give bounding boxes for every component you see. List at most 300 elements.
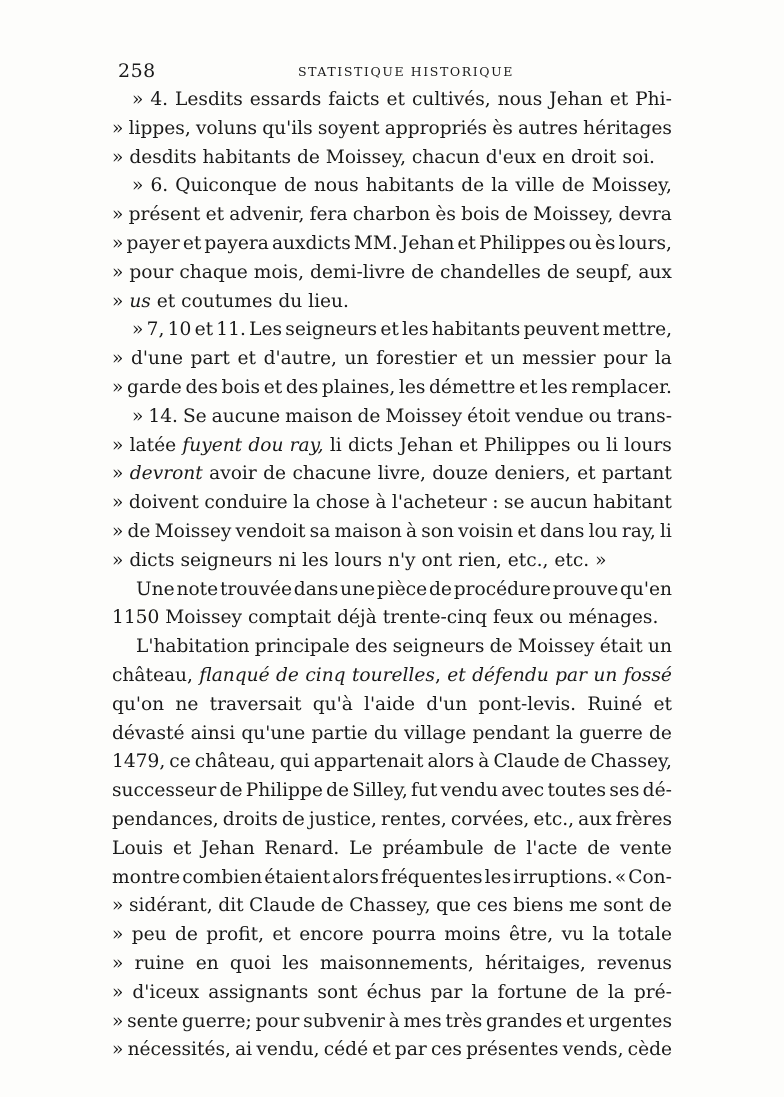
word: flanqué <box>199 664 270 686</box>
word: de <box>563 751 587 773</box>
word: pour <box>255 1010 300 1032</box>
word: cultivés, <box>411 89 491 110</box>
word: droit <box>571 146 617 168</box>
word: seigneurs <box>392 636 485 658</box>
word: ni <box>278 549 297 571</box>
word: nécessités, <box>127 1039 231 1061</box>
word: sidérant, <box>128 895 213 917</box>
word: quoi <box>229 952 271 974</box>
word: dans <box>539 520 585 542</box>
word: chacun <box>411 146 480 168</box>
text-line <box>112 86 672 115</box>
word: de <box>283 175 307 197</box>
word: Moissey <box>165 607 243 629</box>
word: toutes <box>547 780 607 802</box>
word: et <box>386 89 406 110</box>
word: li <box>606 434 619 456</box>
word: de <box>296 146 320 168</box>
word: ces <box>476 895 508 917</box>
word: démettre <box>429 376 516 398</box>
text-line <box>112 720 672 749</box>
word: advenir, <box>229 204 305 226</box>
word: lours, <box>618 232 672 254</box>
word: garde <box>127 376 182 398</box>
word: demi-livre <box>310 261 406 283</box>
word: pendances, <box>112 808 219 830</box>
word: lours <box>624 434 672 456</box>
word: seigneurs <box>285 319 378 341</box>
word: des <box>285 376 319 398</box>
word: nous <box>313 175 359 197</box>
text-line <box>112 979 672 1008</box>
word: la <box>607 981 625 1003</box>
word: doivent <box>128 492 199 514</box>
word: coutumes <box>181 290 273 312</box>
word: de <box>276 664 299 686</box>
word: ai <box>235 1039 253 1061</box>
text-line <box>112 691 672 720</box>
word: livre, <box>377 463 426 485</box>
word: latée <box>129 434 177 456</box>
word: ès <box>492 117 513 139</box>
word: » <box>132 319 144 341</box>
word: et <box>459 434 478 456</box>
word: qu'on <box>112 693 165 715</box>
word: encore <box>299 924 364 946</box>
word: ès <box>594 232 616 254</box>
word: avec <box>501 780 545 802</box>
word: un <box>593 664 618 686</box>
word: Chassey, <box>590 751 672 773</box>
word: note <box>176 578 219 600</box>
word: vu <box>561 924 585 946</box>
word: les <box>282 952 309 974</box>
word: rien, <box>458 549 502 571</box>
word: guerre; <box>181 1010 252 1032</box>
word: habitants <box>431 319 521 341</box>
word: des <box>185 376 218 398</box>
word: déjà <box>337 607 377 629</box>
word: ray, <box>289 434 324 456</box>
word: ces <box>430 1039 462 1061</box>
text-line <box>112 835 672 864</box>
word: présentes <box>466 1039 559 1061</box>
word: devront <box>129 463 203 485</box>
word: » <box>595 549 607 571</box>
word: remplacer. <box>571 376 672 398</box>
word: vends, <box>562 1039 624 1061</box>
word: » <box>132 89 144 110</box>
word: pour <box>603 348 648 370</box>
text-line <box>112 1008 672 1037</box>
word: cède <box>627 1039 672 1061</box>
word: était <box>599 636 643 658</box>
word: une <box>340 578 376 600</box>
text-line <box>112 403 672 432</box>
word: ne <box>175 693 199 715</box>
word: la <box>293 492 311 514</box>
word: fortune <box>497 981 567 1003</box>
word: un <box>647 636 672 658</box>
word: de <box>127 520 151 542</box>
word: » <box>112 348 124 370</box>
word: Chassey, <box>349 895 431 917</box>
word: part <box>190 348 230 370</box>
word: maisonnements, <box>319 952 474 974</box>
word: procédure <box>453 578 551 600</box>
word: plaines, <box>321 376 396 398</box>
word: ménages. <box>568 607 659 629</box>
word: village <box>403 722 467 744</box>
word: faicts <box>328 89 380 110</box>
word: la <box>471 981 489 1003</box>
word: bois <box>461 204 500 226</box>
word: desdits <box>129 146 197 168</box>
word: » <box>112 981 124 1003</box>
word: château, <box>194 751 276 773</box>
word: etc., <box>507 549 549 571</box>
word: des <box>354 636 388 658</box>
word: 11. <box>216 319 246 341</box>
word: qu'en <box>620 578 672 600</box>
word: de <box>281 808 305 830</box>
word: fuyent <box>182 434 243 456</box>
word: pièce <box>376 578 428 600</box>
word: chaque <box>179 261 248 283</box>
text-line <box>112 432 672 461</box>
word: dicts <box>129 549 175 571</box>
word: Renard. <box>264 837 340 859</box>
word: Philippes <box>478 232 566 254</box>
word: ses <box>609 780 640 802</box>
word: li <box>329 434 342 456</box>
word: 7, <box>146 319 165 341</box>
word: vendu <box>440 780 498 802</box>
word: » <box>112 1010 124 1032</box>
word: et <box>577 463 596 485</box>
word: dans <box>293 578 339 600</box>
word: et <box>372 1039 391 1061</box>
text-line <box>112 345 672 374</box>
word: la <box>654 348 672 370</box>
word: chandelles <box>440 261 541 283</box>
word: 1479, <box>112 751 166 773</box>
word: la <box>491 175 509 197</box>
word: Claude <box>493 751 560 773</box>
word: et <box>237 348 256 370</box>
word: Lesdits <box>175 89 243 110</box>
word: » <box>112 924 124 946</box>
word: « <box>614 866 627 888</box>
word: aucune <box>211 405 281 427</box>
text-line <box>112 777 672 806</box>
word: échus <box>366 981 422 1003</box>
text-line <box>112 864 672 893</box>
text-line <box>112 172 672 201</box>
word: d'autre, <box>263 348 337 370</box>
word: héritaiges, <box>485 952 586 974</box>
word: pont-levis. <box>478 693 577 715</box>
word: héritages <box>583 117 672 139</box>
word: devra <box>618 204 672 226</box>
word: et <box>566 1010 585 1032</box>
text-line <box>112 489 672 518</box>
word: » <box>112 463 124 485</box>
word: de <box>648 722 672 744</box>
word: Moissey, <box>325 146 406 168</box>
word: » <box>112 290 124 312</box>
word: etc., <box>533 808 575 830</box>
word: L'habitation <box>136 636 250 658</box>
word: les <box>398 376 426 398</box>
word: en <box>542 146 566 168</box>
word: et <box>447 664 466 686</box>
word: de <box>326 780 349 802</box>
word: montre <box>112 866 181 888</box>
word: biens <box>513 895 564 917</box>
word: avoir <box>209 463 257 485</box>
word: voluns <box>195 117 258 139</box>
word: fera <box>309 204 348 226</box>
word: » <box>112 146 124 168</box>
word: traversait <box>209 693 302 715</box>
word: seupf, <box>575 261 633 283</box>
word: de <box>411 261 435 283</box>
word: moins <box>444 924 501 946</box>
word: pré- <box>633 981 672 1003</box>
word: et <box>172 837 192 859</box>
word: ès <box>435 204 456 226</box>
word: combien <box>182 866 263 888</box>
word: habitant <box>592 492 672 514</box>
text-line <box>112 1036 672 1065</box>
word: de <box>493 837 517 859</box>
word: de <box>219 780 243 802</box>
word: n'y <box>387 549 416 571</box>
word: vendoit <box>235 520 306 542</box>
word: voisin <box>458 520 514 542</box>
word: à <box>375 492 387 514</box>
word: irruptions. <box>513 866 613 888</box>
word: fossé <box>623 664 672 686</box>
word: vendue <box>515 405 584 427</box>
word: appartenait <box>313 751 424 773</box>
word: nous <box>497 89 543 110</box>
word: us <box>129 290 151 312</box>
word: me <box>569 895 598 917</box>
text-line <box>112 748 672 777</box>
word: l'acte <box>526 837 578 859</box>
word: lieu. <box>308 290 349 312</box>
word: vente <box>619 837 672 859</box>
word: Quiconque <box>175 175 277 197</box>
word: Claude <box>249 895 316 917</box>
word: autres <box>517 117 578 139</box>
word: » <box>132 175 144 197</box>
word: forestier <box>376 348 457 370</box>
word: alors <box>332 866 379 888</box>
word: et <box>156 290 176 312</box>
word: qu'à <box>312 693 353 715</box>
word: Moissey <box>385 405 463 427</box>
word: ou <box>539 607 563 629</box>
word: chacune <box>292 463 372 485</box>
word: et <box>194 319 214 341</box>
word: peuvent <box>523 319 600 341</box>
word: dou <box>248 434 284 456</box>
word: Une <box>136 578 175 600</box>
word: » <box>112 204 124 226</box>
word: que <box>436 895 472 917</box>
word: l'acheteur <box>391 492 487 514</box>
word: Se <box>182 405 207 427</box>
word: peu <box>131 924 167 946</box>
word: ou <box>568 232 592 254</box>
word: ont <box>421 549 453 571</box>
word: et <box>653 693 672 715</box>
word: principale <box>254 636 350 658</box>
word: » <box>112 117 124 139</box>
word: fréquentes <box>380 866 483 888</box>
text-line <box>112 892 672 921</box>
word: par <box>430 981 463 1003</box>
word: Phi- <box>635 89 672 110</box>
word: un <box>490 348 515 370</box>
word: » <box>112 376 124 398</box>
word: pendant <box>472 722 550 744</box>
word: fut <box>411 780 438 802</box>
word: de <box>648 895 672 917</box>
word: seigneurs <box>180 549 273 571</box>
word: 6. <box>150 175 169 197</box>
word: » <box>112 1039 124 1061</box>
word: aucun <box>530 492 588 514</box>
word: et <box>609 89 629 110</box>
page-number: 258 <box>118 60 156 82</box>
text-line <box>112 288 672 317</box>
word: dicts <box>347 434 394 456</box>
word: frères <box>615 808 672 830</box>
word: li <box>659 520 672 542</box>
word: Les <box>249 319 283 341</box>
word: charbon <box>352 204 431 226</box>
word: » <box>112 492 124 514</box>
word: totale <box>617 924 672 946</box>
word: Moissey <box>154 520 232 542</box>
word: maison <box>334 520 402 542</box>
word: payer <box>126 232 180 254</box>
word: trouvée <box>219 578 292 600</box>
word: et <box>272 924 291 946</box>
word: ruine <box>134 952 185 974</box>
text-line <box>112 259 672 288</box>
word: appropriés <box>384 117 488 139</box>
text-line <box>112 115 672 144</box>
word: Ruiné <box>587 693 643 715</box>
word: être, <box>508 924 554 946</box>
word: de <box>587 837 611 859</box>
text-line <box>112 374 672 403</box>
word: dit <box>218 895 244 917</box>
word: et <box>380 319 399 341</box>
word: Jehan <box>400 232 455 254</box>
word: » <box>112 434 124 456</box>
word: tourelles, <box>351 664 441 686</box>
word: aux <box>638 261 672 283</box>
word: habitants <box>365 175 455 197</box>
word: sa <box>309 520 331 542</box>
word: les <box>302 549 329 571</box>
body-text <box>112 86 672 1065</box>
word: partant <box>602 463 672 485</box>
word: de <box>429 578 452 600</box>
word: corvées, <box>450 808 530 830</box>
word: défendu <box>472 664 549 686</box>
word: de <box>174 924 198 946</box>
word: » <box>112 520 124 542</box>
word: » <box>112 895 124 917</box>
word: l'aide <box>364 693 415 715</box>
word: la <box>555 722 573 744</box>
text-line <box>112 460 672 489</box>
word: étoit <box>467 405 511 427</box>
word: grandes <box>485 1010 563 1032</box>
word: et <box>182 232 202 254</box>
word: cédé <box>323 1039 369 1061</box>
word: les <box>402 319 429 341</box>
word: qui <box>279 751 310 773</box>
word: urgentes <box>588 1010 672 1032</box>
text-line <box>112 316 672 345</box>
text-line <box>112 201 672 230</box>
word: d'une <box>130 348 183 370</box>
word: soyent <box>317 117 380 139</box>
word: en <box>195 952 219 974</box>
text-line <box>112 576 672 605</box>
word: Moissey, <box>591 175 672 197</box>
text-line <box>112 547 672 576</box>
word: auxdicts <box>271 232 351 254</box>
word: de <box>504 204 528 226</box>
word: se <box>504 492 525 514</box>
word: les <box>541 376 568 398</box>
word: conduire <box>204 492 288 514</box>
word: Silley, <box>352 780 408 802</box>
word: » <box>132 405 144 427</box>
word: de <box>357 405 381 427</box>
word: aux <box>578 808 612 830</box>
text-line <box>112 144 672 173</box>
text-line <box>112 518 672 547</box>
word: de <box>263 463 287 485</box>
word: par <box>555 664 588 686</box>
word: vendu, <box>256 1039 320 1061</box>
word: préambule <box>382 837 484 859</box>
word: etc. <box>554 549 590 571</box>
word: feux <box>492 607 534 629</box>
word: ou <box>576 434 600 456</box>
word: un <box>344 348 369 370</box>
word: 1150 <box>112 607 160 629</box>
word: d'iceux <box>132 981 200 1003</box>
word: assignants <box>208 981 309 1003</box>
word: Philippe <box>245 780 323 802</box>
word: rentes, <box>380 808 447 830</box>
word: de <box>489 636 513 658</box>
word: château, <box>112 664 193 686</box>
word: ce <box>169 751 191 773</box>
word: qu'une <box>241 722 306 744</box>
